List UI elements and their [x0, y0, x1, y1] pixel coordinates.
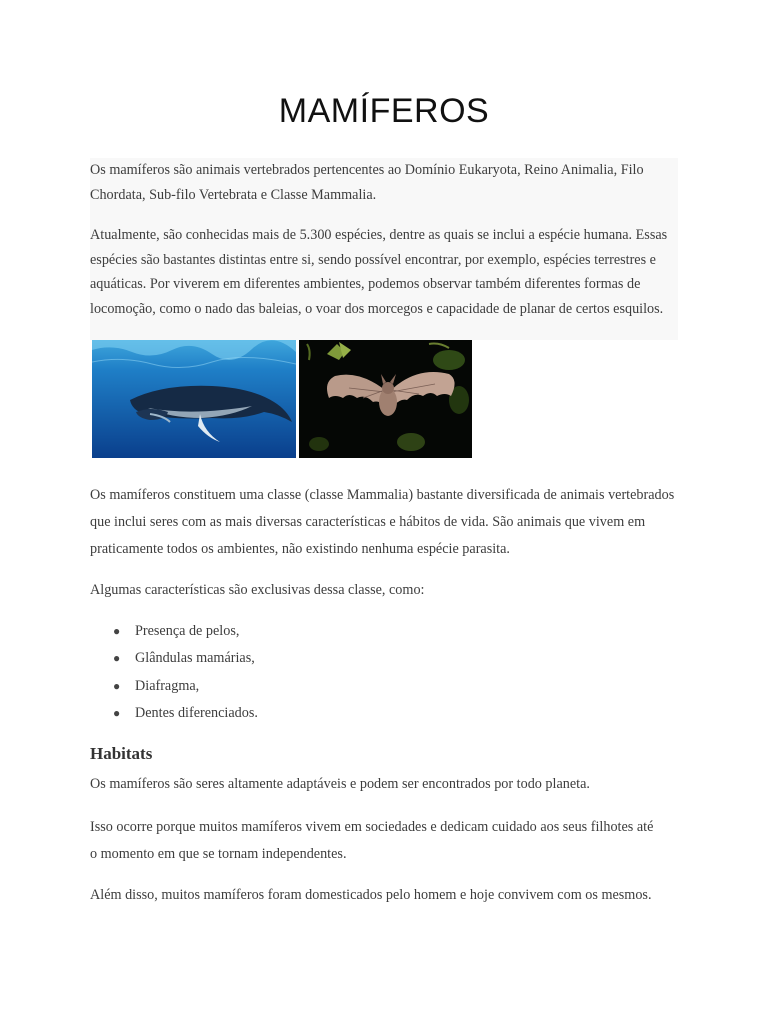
habitats-heading: Habitats: [90, 744, 153, 763]
list-item: [113, 646, 513, 673]
body-paragraph-1: Os mamíferos constituem uma classe (classe Mammalia) bastante diversificada de animais vertebrados que inclui seres com as mais diversas características e hábitos de vida. São animais que vivem em praticamente todos os ambientes, não existindo nenhuma espécie parasita.: [90, 487, 675, 557]
habitats-paragraph-2: Isso ocorre porque muitos mamíferos vivem em sociedades e dedicam cuidado aos seus filhotes até o momento em que se tornam independentes.: [90, 819, 654, 862]
bullet-icon: ●: [113, 705, 121, 720]
bat-illustration: [299, 340, 472, 458]
list-item-label: Diafragma,: [135, 677, 200, 694]
list-item-label: Glândulas mamárias,: [135, 650, 255, 667]
whale-illustration: [92, 340, 296, 458]
body-paragraph-2: Algumas características são exclusivas dessa classe, como:: [90, 582, 425, 598]
characteristics-list: [113, 619, 513, 728]
habitats-paragraph-3: Além disso, muitos mamíferos foram domesticados pelo homem e hoje convivem com os mesmos.: [90, 887, 652, 903]
intro-paragraph-2: Atualmente, são conhecidas mais de 5.300 espécies, dentre as quais se inclui a espécie humana. Essas espécies são bastantes distintas entre si, sendo possível encontrar, por exemplo, espécies terrestres e aquáticas. Por viverem em diferentes ambientes, podemos observar também diferentes formas de locomoção, como o nado das baleias, o voar dos morcegos e capacidade de planar de certos esquilos.: [90, 227, 668, 317]
list-item-label: Presença de pelos,: [135, 623, 240, 639]
list-item: [113, 674, 513, 701]
bullet-icon: ●: [113, 624, 121, 638]
bullet-icon: ●: [113, 678, 121, 693]
bullet-icon: ●: [113, 651, 121, 666]
whale-photo: [92, 340, 296, 458]
list-item: [113, 619, 513, 646]
list-item-label: Dentes diferenciados.: [135, 704, 258, 721]
intro-paragraph-1: Os mamíferos são animais vertebrados pertencentes ao Domínio Eukaryota, Reino Animalia, Filo Chordata, Sub-filo Vertebrata e Classe Mammalia.: [90, 162, 644, 203]
bat-photo: [299, 340, 472, 458]
page-title: MAMÍFEROS: [278, 92, 490, 130]
list-item: [113, 701, 513, 728]
habitats-paragraph-1: Os mamíferos são seres altamente adaptáveis e podem ser encontrados por todo planeta.: [90, 776, 590, 792]
